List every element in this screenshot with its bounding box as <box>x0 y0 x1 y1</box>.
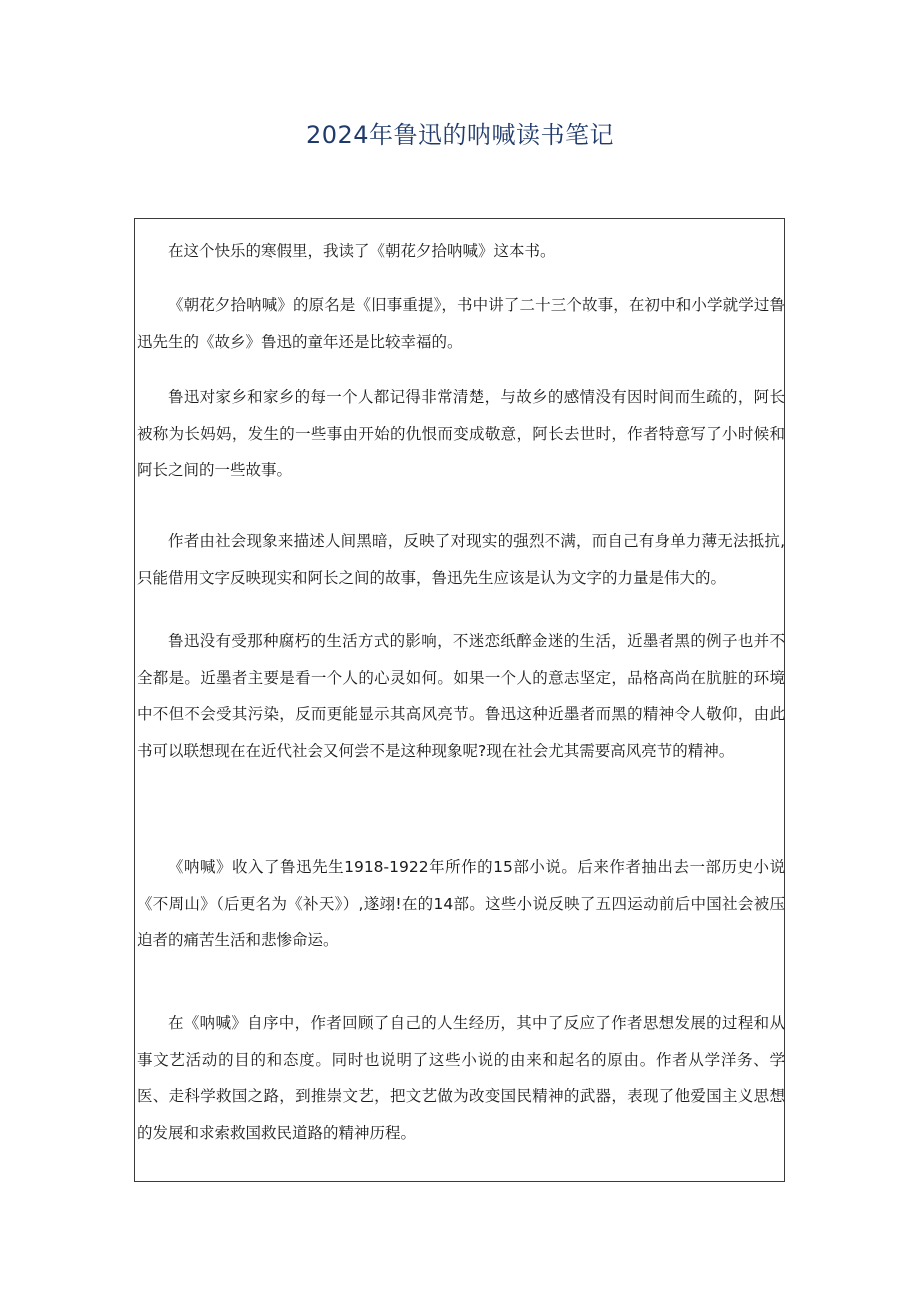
paragraph-4: 作者由社会现象来描述人间黑暗，反映了对现实的强烈不满，而自己有身单力薄无法抵抗,只能借用文字反映现实和阿长之间的故事，鲁迅先生应该是认为文字的力量是伟大的。 <box>137 532 785 587</box>
paragraph-3: 鲁迅对家乡和家乡的每一个人都记得非常清楚，与故乡的感情没有因时间而生疏的，阿长被称为长妈妈，发生的一些事由开始的仇恨而变成敬意，阿长去世时，作者特意写了小时候和阿长之间的一些故事。 <box>137 388 785 479</box>
paragraph-5: 鲁迅没有受那种腐朽的生活方式的影响，不迷恋纸醉金迷的生活，近墨者黑的例子也并不全都是。近墨者主要是看一个人的心灵如何。如果一个人的意志坚定，品格高尚在肮脏的环境中不但不会受其污染，反而更能显示其高风亮节。鲁迅这种近墨者而黑的精神令人敬仰，由此书可以联想现在在近代社会又何尝不是这种现象呢?现在社会尤其需要高风亮节的精神。 <box>137 632 785 760</box>
paragraph-1: 在这个快乐的寒假里，我读了《朝花夕拾呐喊》这本书。 <box>168 242 556 260</box>
document-title: 2024年鲁迅的呐喊读书笔记 <box>305 121 615 149</box>
content-box <box>134 218 785 1182</box>
paragraph-6: 《呐喊》收入了鲁迅先生1918-1922年所作的15部小说。后来作者抽出去一部历史小说《不周山》（后更名为《补天》）,遂翊!在的14部。这些小说反映了五四运动前后中国社会被压迫者的痛苦生活和悲惨命运。 <box>137 858 785 949</box>
paragraph-2: 《朝花夕拾呐喊》的原名是《旧事重提》，书中讲了二十三个故事，在初中和小学就学过鲁迅先生的《故乡》鲁迅的童年还是比较幸福的。 <box>137 296 785 351</box>
paragraph-7: 在《呐喊》自序中，作者回顾了自己的人生经历，其中了反应了作者思想发展的过程和从事文艺活动的目的和态度。同时也说明了这些小说的由来和起名的原由。作者从学洋务、学医、走科学救国之路，到推崇文艺，把文艺做为改变国民精神的武器，表现了他爱国主义思想的发展和求索救国救民道路的精神历程。 <box>137 1014 785 1142</box>
